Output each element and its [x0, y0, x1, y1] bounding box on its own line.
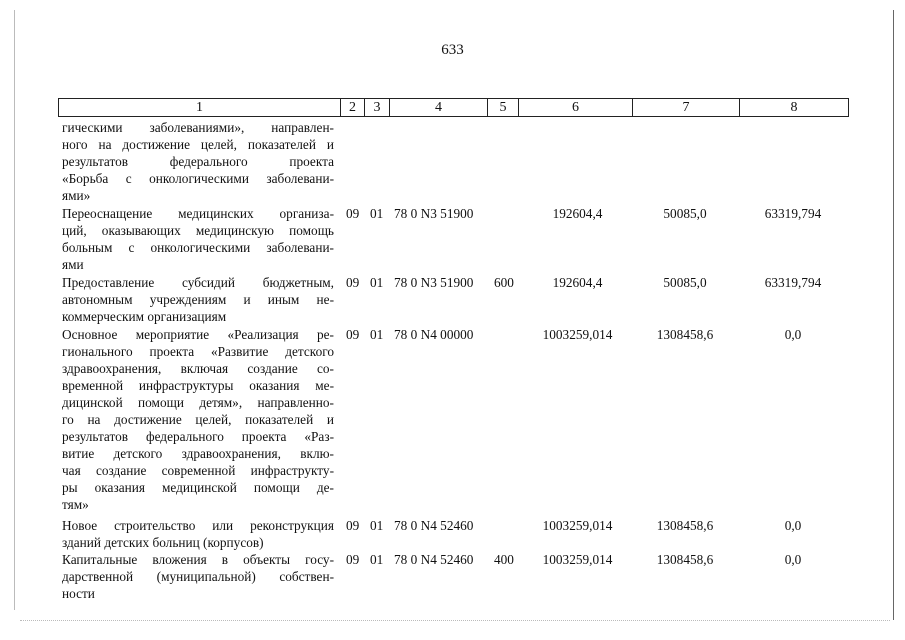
description-line: «Борьба с онкологическими заболевани- — [62, 171, 334, 186]
description-line: ями» — [62, 188, 91, 203]
row-description — [62, 551, 334, 602]
cell-col-4: 78 0 N4 52460 — [394, 518, 474, 533]
row-description — [62, 274, 334, 325]
description-line: Предоставление субсидий бюджетным, — [62, 275, 334, 290]
cell-col-7: 50085,0 — [663, 206, 707, 221]
cell-col-2: 09 — [346, 552, 360, 567]
description-line: витие детского здравоохранения, вклю- — [62, 446, 334, 461]
cell-col-8: 0,0 — [784, 518, 802, 533]
cell-col-3: 01 — [370, 518, 384, 533]
header-col-1: 1 — [58, 98, 340, 117]
header-col-8: 8 — [739, 98, 849, 117]
cell-col-8: 63319,794 — [764, 275, 822, 290]
description-line: здравоохранения, включая создание со- — [62, 361, 334, 376]
cell-col-3: 01 — [370, 275, 384, 290]
header-col-7: 7 — [632, 98, 739, 117]
cell-col-2: 09 — [346, 327, 360, 342]
cell-col-6: 192604,4 — [552, 206, 603, 221]
cell-col-8: 63319,794 — [764, 206, 822, 221]
cell-col-2: 09 — [346, 518, 360, 533]
cell-col-6: 1003259,014 — [542, 327, 613, 342]
description-line: ности — [62, 586, 95, 601]
cell-col-7: 1308458,6 — [656, 518, 714, 533]
description-line: дарственной (муниципальной) собствен- — [62, 569, 334, 584]
row-description — [62, 119, 334, 204]
description-line: автономным учреждениям и иным не- — [62, 292, 334, 307]
cell-col-6: 192604,4 — [552, 275, 603, 290]
description-line: дицинской помощи детям», направленно- — [62, 395, 334, 410]
cell-col-2: 09 — [346, 275, 360, 290]
description-line: тям» — [62, 497, 89, 512]
page-edge-left — [14, 10, 15, 610]
description-line: чая создание современной инфраструкту- — [62, 463, 334, 478]
cell-col-5: 400 — [494, 552, 514, 567]
description-line: гическими заболеваниями», направлен- — [62, 120, 334, 135]
row-description — [62, 205, 334, 273]
description-line: зданий детских больниц (корпусов) — [62, 535, 264, 550]
cell-col-4: 78 0 N4 52460 — [394, 552, 474, 567]
description-line: Основное мероприятие «Реализация ре- — [62, 327, 334, 342]
description-line: ций, оказывающих медицинскую помощь — [62, 223, 334, 238]
header-col-2: 2 — [340, 98, 364, 117]
description-line: ями — [62, 257, 84, 272]
cell-col-7: 50085,0 — [663, 275, 707, 290]
description-line: гионального проекта «Развитие детского — [62, 344, 334, 359]
description-line: временной инфраструктуры оказания ме- — [62, 378, 334, 393]
description-line: го на достижение целей, показателей и — [62, 412, 334, 427]
cell-col-5: 600 — [494, 275, 514, 290]
row-description — [62, 517, 334, 551]
cell-col-7: 1308458,6 — [656, 327, 714, 342]
header-col-6: 6 — [518, 98, 632, 117]
cell-col-3: 01 — [370, 206, 384, 221]
cell-col-8: 0,0 — [784, 327, 802, 342]
cell-col-2: 09 — [346, 206, 360, 221]
description-line: Переоснащение медицинских организа- — [62, 206, 334, 221]
cell-col-6: 1003259,014 — [542, 518, 613, 533]
description-line: коммерческим организациям — [62, 309, 227, 324]
description-line: результатов федерального проекта — [62, 154, 334, 169]
header-col-5: 5 — [487, 98, 518, 117]
page-number: 633 — [441, 42, 464, 58]
cell-col-3: 01 — [370, 552, 384, 567]
row-description — [62, 326, 334, 513]
scan-artifact-line — [20, 620, 890, 625]
description-line: больным с онкологическими заболевани- — [62, 240, 334, 255]
description-line: Новое строительство или реконструкция — [62, 518, 334, 533]
header-col-3: 3 — [364, 98, 389, 117]
description-line: Капитальные вложения в объекты госу- — [62, 552, 334, 567]
cell-col-6: 1003259,014 — [542, 552, 613, 567]
cell-col-7: 1308458,6 — [656, 552, 714, 567]
description-line: ры оказания медицинской помощи де- — [62, 480, 334, 495]
cell-col-8: 0,0 — [784, 552, 802, 567]
description-line: ного на достижение целей, показателей и — [62, 137, 334, 152]
cell-col-4: 78 0 N4 00000 — [394, 327, 474, 342]
header-col-4: 4 — [389, 98, 487, 117]
cell-col-4: 78 0 N3 51900 — [394, 206, 474, 221]
description-line: результатов федерального проекта «Раз- — [62, 429, 334, 444]
cell-col-4: 78 0 N3 51900 — [394, 275, 474, 290]
page-edge-right — [893, 10, 894, 620]
cell-col-3: 01 — [370, 327, 384, 342]
